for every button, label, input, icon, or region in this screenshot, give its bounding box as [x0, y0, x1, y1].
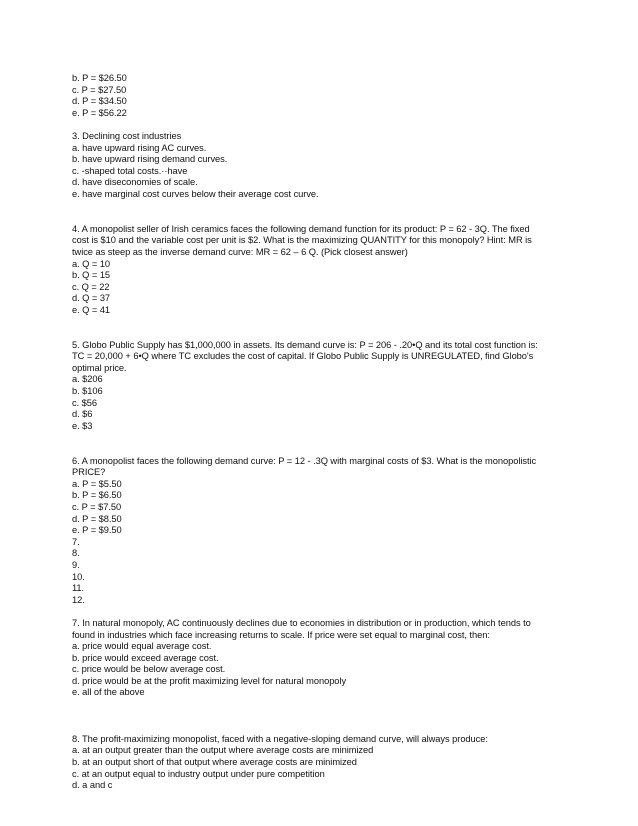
document-page	[72, 73, 572, 792]
option-line: e. have marginal cost curves below their average cost curve.	[72, 188, 319, 199]
option-line: e. Q = 41	[72, 304, 111, 315]
question-4	[72, 224, 572, 317]
numbered-blank: 12.	[72, 594, 85, 605]
question-stem: 3. Declining cost industries	[72, 130, 182, 141]
question-6	[72, 456, 572, 607]
numbered-blank: 9.	[72, 559, 80, 570]
option-line: b. $106	[72, 386, 103, 397]
option-line: b. price would exceed average cost.	[72, 652, 219, 663]
option-line: a. at an output greater than the output where average costs are minimized	[72, 745, 374, 756]
option-line: a. have upward rising AC curves.	[72, 142, 207, 153]
option-line: e. P = $9.50	[72, 525, 122, 536]
option-line: e. P = $56.22	[72, 107, 127, 118]
question-stem: twice as steep as the inverse demand curve: MR = 62 – 6 Q. (Pick closest answer)	[72, 246, 408, 257]
option-line: c. at an output equal to industry output under pure competition	[72, 768, 325, 779]
option-line: a. Q = 10	[72, 258, 111, 269]
numbered-blank: 7.	[72, 536, 80, 547]
question-stem: 6. A monopolist faces the following demand curve: P = 12 - .3Q with marginal costs of $3. What is the monopolistic	[72, 455, 537, 466]
option-line: d. P = $8.50	[72, 513, 122, 524]
question-stem: 7. In natural monopoly, AC continuously declines due to economies in distribution or in production, which tends to	[72, 617, 531, 628]
option-line: d. P = $34.50	[72, 96, 127, 107]
option-line: c. P = $27.50	[72, 84, 127, 95]
question-stem: PRICE?	[72, 467, 106, 478]
option-line: b. P = $6.50	[72, 490, 122, 501]
numbered-blank: 11.	[72, 583, 85, 594]
option-line: a. price would equal average cost.	[72, 641, 212, 652]
question-3	[72, 131, 572, 201]
numbered-blank: 8.	[72, 548, 80, 559]
option-line: a. $206	[72, 374, 103, 385]
option-line: b. Q = 15	[72, 270, 111, 281]
option-line: d. a and c	[72, 780, 113, 791]
question-stem: optimal price.	[72, 362, 127, 373]
option-line: c. Q = 22	[72, 281, 110, 292]
option-line: c. P = $7.50	[72, 501, 122, 512]
question-5	[72, 340, 572, 433]
option-line: d. have diseconomies of scale.	[72, 177, 198, 188]
option-line: b. P = $26.50	[72, 73, 127, 83]
question-stem: found in industries which face increasing returns to scale. If price were set equal to marginal cost, then:	[72, 629, 490, 640]
option-line: e. all of the above	[72, 687, 145, 698]
question-stem: 8. The profit-maximizing monopolist, faced with a negative-sloping demand curve, will always produce:	[72, 733, 488, 744]
option-line: c. $56	[72, 397, 98, 408]
option-line: b. have upward rising demand curves.	[72, 154, 228, 165]
option-line: e. $3	[72, 420, 93, 431]
option-line: d. price would be at the profit maximizing level for natural monopoly	[72, 675, 347, 686]
option-line: d. Q = 37	[72, 293, 111, 304]
option-line: c. price would be below average cost.	[72, 664, 226, 675]
option-line: b. at an output short of that output where average costs are minimized	[72, 757, 357, 768]
question-8	[72, 734, 572, 792]
option-line: a. P = $5.50	[72, 478, 122, 489]
continued-question	[72, 73, 572, 119]
question-stem: TC = 20,000 + 6•Q where TC excludes the cost of capital. If Globo Public Supply is UNREGULATED, find Globo's	[72, 351, 534, 362]
question-7	[72, 618, 572, 699]
option-line: d. $6	[72, 409, 93, 420]
question-stem: cost is $10 and the variable cost per unit is $2. What is the maximizing QUANTITY for this monopoly? Hint: MR is	[72, 235, 532, 246]
question-stem: 5. Globo Public Supply has $1,000,000 in assets. Its demand curve is: P = 206 - .20•Q and its total cost function is:	[72, 339, 538, 350]
numbered-blank: 10.	[72, 571, 85, 582]
question-stem: 4. A monopolist seller of Irish ceramics faces the following demand function for its product: P = 62 - 3Q. The fixed	[72, 223, 530, 234]
option-line: c. -shaped total costs.··have	[72, 165, 188, 176]
